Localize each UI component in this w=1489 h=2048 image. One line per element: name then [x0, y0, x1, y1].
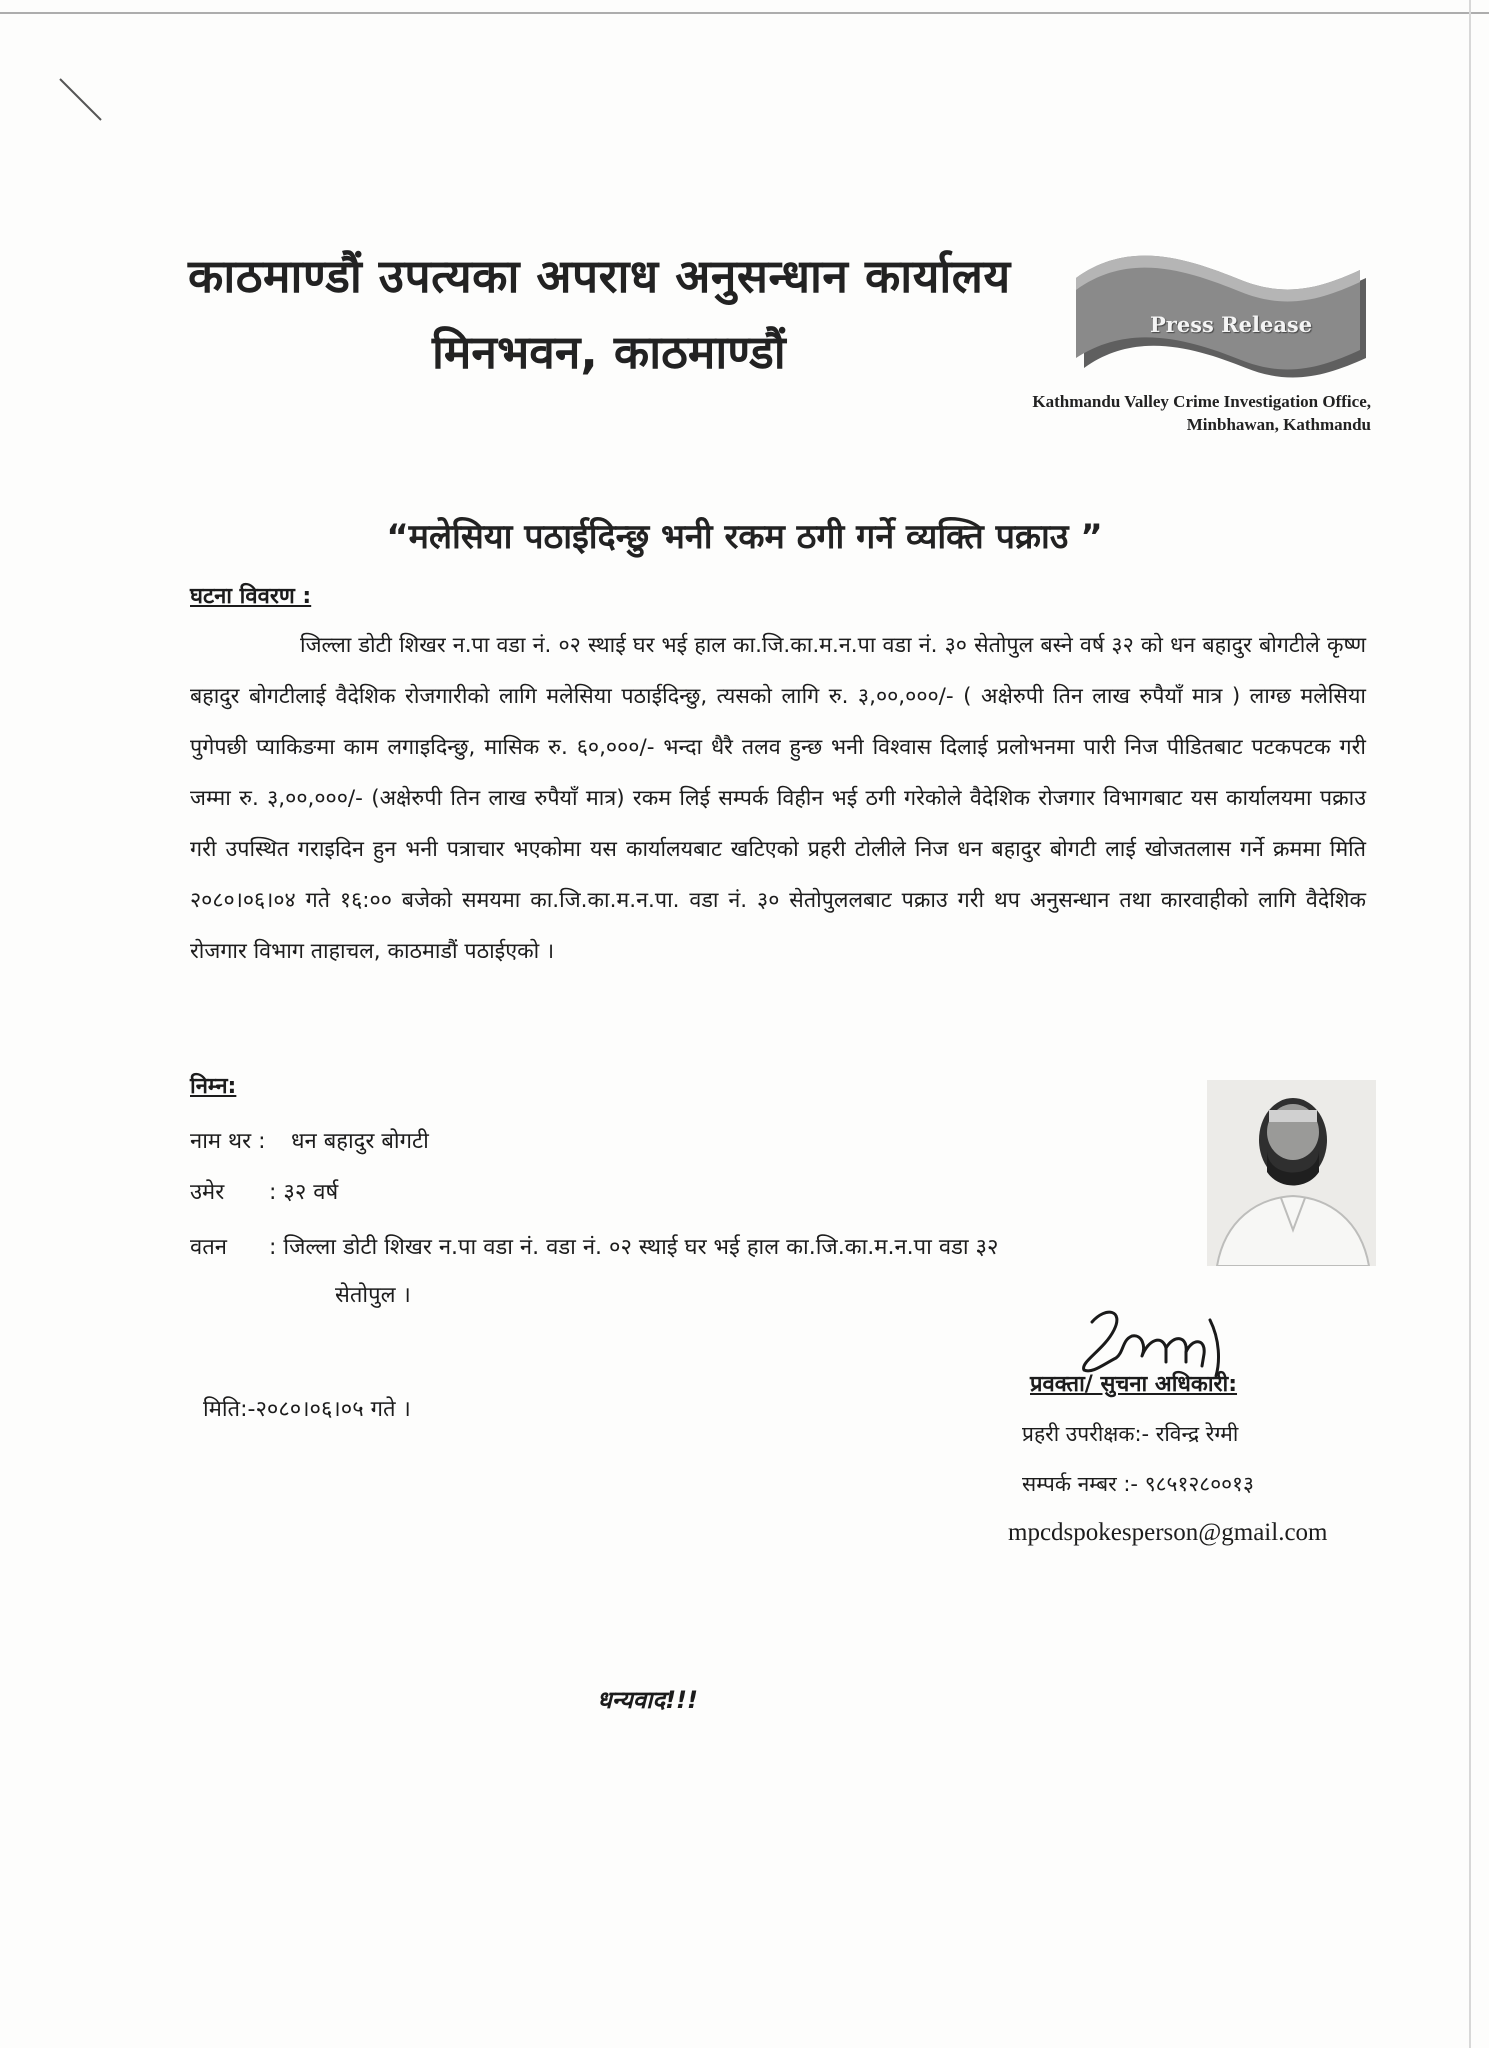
office-en-line-1: Kathmandu Valley Crime Investigation Office,	[1032, 392, 1371, 411]
detail-age-row	[190, 1176, 338, 1206]
press-headline: “मलेसिया पठाईदिन्छु भनी रकम ठगी गर्ने व्यक्ति पक्राउ ”	[386, 517, 1103, 557]
incident-paragraph: जिल्ला डोटी शिखर न.पा वडा नं. ०२ स्थाई घर भई हाल का.जि.का.म.न.पा वडा नं. ३० सेतोपुल बस्ने वर्ष ३२ को धन बहादुर बोगटीले कृष्ण बहादुर बोगटीलाई वैदेशिक रोजगारीको लागि मलेसिया पठाईदिन्छु, त्यसको लागि रु. ३,००,०००/- ( अक्षेरुपी तिन लाख रुपैयाँ मात्र ) लाग्छ मलेसिया पुगेपछी प्याकिङमा काम लगाइदिन्छु, मासिक रु. ६०,०००/- भन्दा धैरै तलव हुन्छ भनी विश्वास दिलाई प्रलोभनमा पारी निज पीडितबाट पटकपटक गरी जम्मा रु. ३,००,०००/- (अक्षेरुपी तिन लाख रुपैयाँ मात्र) रकम लिई सम्पर्क विहीन भई ठगी गरेकोले वैदेशिक रोजगार विभागबाट यस कार्यालयमा पक्राउ गरी उपस्थित गराइदिन हुन भनी पत्राचार भएकोमा यस कार्यालयबाट खटिएको प्रहरी टोलीले निज धन बहादुर बोगटी लाई खोजतलास गर्ने क्रममा मिति २०८०।०६।०४ गते १६:०० बजेको समयमा का.जि.का.म.न.पा. वडा नं. ३० सेतोपुललबाट पक्राउ गरी थप अनुसन्धान तथा कारवाहीको लागि वैदेशिक रोजगार विभाग ताहाचल, काठमाडौं पठाईएको ।	[190, 633, 1367, 964]
thanks-note: धन्यवाद!!!	[597, 1686, 698, 1714]
release-date: मिति:-२०८०।०६।०५ गते ।	[203, 1397, 411, 1422]
detail-address-line-2: सेतोपुल ।	[335, 1283, 411, 1308]
detail-age-value: : ३२ वर्ष	[269, 1180, 339, 1205]
contact-number: सम्पर्क नम्बर :- ९८५१२८००१३	[1022, 1472, 1254, 1496]
office-en-line-2: Minbhawan, Kathmandu	[1186, 415, 1371, 434]
detail-address-value	[269, 1224, 998, 1320]
scan-stray-mark	[59, 78, 101, 120]
office-location-nepali: मिनभवन, काठमाण्डौं	[432, 325, 786, 379]
suspect-photo-image	[1207, 1080, 1376, 1266]
incident-section-label: घटना विवरण :	[190, 584, 312, 609]
detail-name-value: धन बहादुर बोगटी	[291, 1129, 429, 1154]
detail-address-row	[190, 1224, 998, 1320]
suspect-photo	[1207, 1080, 1376, 1266]
detail-address-line-1: : जिल्ला डोटी शिखर न.पा वडा नं. वडा नं. ०२ स्थाई घर भई हाल का.जि.का.म.न.पा वडा ३२	[269, 1235, 999, 1260]
press-release-label: Press Release	[1150, 312, 1313, 337]
officer-name: प्रहरी उपरीक्षक:- रविन्द्र रेग्मी	[1022, 1422, 1239, 1446]
detail-name-row	[190, 1125, 429, 1155]
contact-email: mpcdspokesperson@gmail.com	[1008, 1519, 1328, 1546]
scan-edge-line	[0, 12, 1489, 14]
office-name-nepali: काठमाण्डौं उपत्यका अपराध अनुसन्धान कार्यालय	[188, 249, 1011, 303]
details-section-label: निम्न:	[190, 1074, 237, 1099]
detail-address-key: वतन	[190, 1235, 227, 1260]
incident-description	[190, 620, 1366, 977]
detail-name-key: नाम थर :	[190, 1129, 266, 1154]
detail-age-key: उमेर	[190, 1180, 225, 1205]
spokesperson-title: प्रवक्ता/ सुचना अधिकारी:	[1030, 1372, 1238, 1397]
office-name-english	[1032, 390, 1371, 436]
page-edge	[1469, 0, 1471, 2048]
